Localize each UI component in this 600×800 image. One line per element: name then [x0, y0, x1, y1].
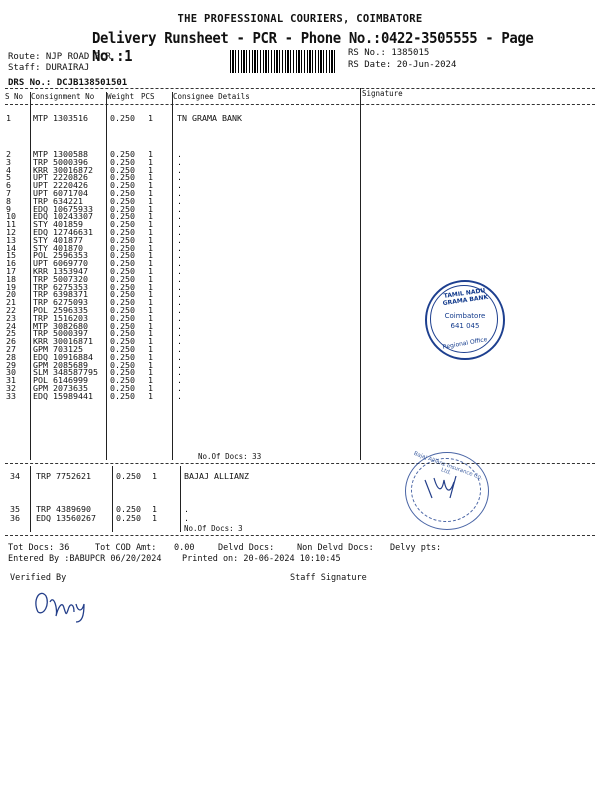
cell-consignee: .: [177, 180, 182, 191]
cell-weight: 0.250: [110, 242, 135, 253]
cell-weight: 0.250: [110, 149, 135, 159]
route-label: Route: NJP ROAD PCR: [8, 52, 111, 62]
col-weight: Weight: [107, 92, 135, 101]
cell-consignee: .: [177, 188, 182, 198]
cell-pcs: 1: [148, 289, 153, 300]
group2-divider: [5, 535, 595, 536]
table-row: [0, 228, 600, 236]
cell-weight: 0.250: [110, 390, 135, 401]
cell-weight: 0.250: [110, 113, 135, 123]
table-row: [0, 166, 600, 174]
cell-sno: 11: [6, 219, 16, 230]
cell-consignment: TRP 6398371: [33, 289, 88, 300]
header-divider-top: [5, 88, 595, 89]
table-row: [0, 283, 600, 291]
cell-consignee: .: [177, 227, 182, 237]
table-row: [0, 236, 600, 244]
cell-consignment: UPT 6069770: [33, 258, 88, 269]
cell-weight: 0.250: [110, 320, 135, 331]
cell-sno: 4: [6, 164, 11, 175]
cell-pcs: 1: [148, 328, 153, 339]
cell-consignment: POL 6146999: [33, 375, 88, 386]
cell-weight: 0.250: [110, 328, 135, 339]
col-consignee: Consignee Details: [173, 92, 250, 101]
bank-stamp: [425, 280, 505, 360]
cell-weight: 0.250: [110, 312, 135, 323]
cell-sno: 34: [10, 471, 20, 481]
cell-consignment: STY 401859: [33, 219, 83, 230]
cell-pcs: 1: [148, 320, 153, 331]
cell-pcs: 1: [148, 344, 153, 354]
cell-sno: 13: [6, 234, 16, 245]
cell-consignment: UPT 6071704: [33, 188, 88, 198]
table-row: [0, 173, 600, 181]
cell-sno: 17: [6, 266, 16, 276]
consignee-name: BAJAJ ALLIANZ: [184, 471, 249, 481]
cell-consignee: .: [177, 375, 182, 386]
cell-consignment: EDQ 12746631: [33, 227, 93, 237]
barcode: [230, 50, 337, 73]
cell-sno: 2: [6, 149, 11, 159]
printed-on: Printed on: 20-06-2024 10:10:45: [182, 554, 341, 564]
cell-pcs: 1: [148, 227, 153, 237]
non-delvd-docs: Non Delvd Docs:: [297, 543, 374, 553]
cell-pcs: 1: [152, 471, 157, 481]
cell-consignment: POL 2596353: [33, 250, 88, 261]
cell-consignment: KRR 30016872: [33, 164, 93, 175]
cell-sno: 36: [10, 512, 20, 523]
cell-sno: 21: [6, 297, 16, 308]
cell-pcs: 1: [148, 375, 153, 386]
cell-pcs: 1: [148, 390, 153, 401]
consignee-signature: [420, 470, 470, 500]
cell-consignment: POL 2596335: [33, 305, 88, 315]
group1-doc-count: No.Of Docs: 33: [198, 452, 262, 461]
cell-sno: 29: [6, 359, 16, 370]
staff-signature: Staff Signature: [290, 573, 367, 583]
cell-pcs: 1: [148, 359, 153, 370]
cell-weight: 0.250: [110, 180, 135, 191]
header-divider-bottom: [5, 104, 595, 105]
cell-consignee: .: [177, 281, 182, 292]
cell-pcs: 1: [148, 266, 153, 276]
stamp-city: Coimbatore: [444, 312, 486, 320]
cell-pcs: 1: [148, 367, 153, 378]
cell-consignee: .: [177, 273, 182, 284]
cell-consignment: GPM 2085689: [33, 359, 88, 370]
table-row: [0, 322, 600, 330]
cell-weight: 0.250: [110, 336, 135, 347]
cell-consignment: TRP 6275353: [33, 281, 88, 292]
table-row: [0, 290, 600, 298]
cell-consignee: .: [184, 512, 189, 523]
cell-sno: 12: [6, 227, 16, 237]
cell-pcs: 1: [148, 297, 153, 308]
cell-weight: 0.250: [110, 289, 135, 300]
cell-consignee: .: [177, 289, 182, 300]
cell-sno: 23: [6, 312, 16, 323]
cell-sno: 30: [6, 367, 16, 378]
cell-consignee: .: [177, 164, 182, 175]
cell-sno: 19: [6, 281, 16, 292]
cell-weight: 0.250: [110, 219, 135, 230]
cell-pcs: 1: [152, 512, 157, 523]
cell-consignment: TRP 5000396: [33, 156, 88, 167]
cell-consignment: GPM 703125: [33, 344, 83, 354]
cell-weight: 0.250: [110, 227, 135, 237]
cell-sno: 25: [6, 328, 16, 339]
cell-weight: 0.250: [110, 250, 135, 261]
cell-sno: 32: [6, 383, 16, 393]
cell-consignee: .: [177, 219, 182, 230]
cell-consignee: .: [177, 203, 182, 214]
cell-sno: 26: [6, 336, 16, 347]
company-title: THE PROFESSIONAL COURIERS, COIMBATORE: [177, 13, 423, 25]
cell-weight: 0.250: [110, 258, 135, 269]
cell-consignment: STY 401877: [33, 234, 83, 245]
table-row: [0, 298, 600, 306]
cell-pcs: 1: [148, 180, 153, 191]
cell-consignee: .: [177, 211, 182, 222]
cell-weight: 0.250: [110, 234, 135, 245]
table-row: [0, 314, 600, 322]
cell-consignee: .: [177, 156, 182, 167]
cell-weight: 0.250: [110, 211, 135, 222]
table-row: [0, 337, 600, 345]
cell-consignee: .: [177, 266, 182, 276]
delvy-pts: Delvy pts:: [390, 543, 442, 553]
cell-weight: 0.250: [116, 512, 141, 523]
cell-weight: 0.250: [110, 383, 135, 393]
rs-number: RS No.: 1385015: [348, 48, 430, 58]
cell-consignee: .: [177, 312, 182, 323]
cell-weight: 0.250: [110, 164, 135, 175]
cell-pcs: 1: [148, 351, 153, 362]
cell-consignee: .: [177, 250, 182, 261]
table-row: [0, 368, 600, 376]
runsheet-subtitle: Delivery Runsheet - PCR - Phone No.:0422-3505555 - Page No.:1: [92, 29, 534, 65]
table-row: [0, 259, 600, 267]
consignee-name: TN GRAMA BANK: [177, 113, 242, 123]
table-row: [0, 275, 600, 283]
cell-sno: 6: [6, 180, 11, 191]
cell-sno: 33: [6, 390, 16, 401]
cell-pcs: 1: [148, 188, 153, 198]
cell-consignment: GPM 2073635: [33, 383, 88, 393]
cell-sno: 7: [6, 188, 11, 198]
cell-weight: 0.250: [110, 188, 135, 198]
cell-pcs: 1: [152, 504, 157, 514]
table-row: [0, 267, 600, 275]
cell-pcs: 1: [148, 234, 153, 245]
cell-consignee: .: [177, 351, 182, 362]
table-row: [0, 514, 600, 523]
cell-pcs: 1: [148, 281, 153, 292]
cell-consignment: STY 401870: [33, 242, 83, 253]
cell-consignment: EDQ 13560267: [36, 512, 96, 523]
tot-cod-amount: 0.00: [174, 543, 195, 553]
cell-pcs: 1: [148, 250, 153, 261]
staff-label: Staff: DURAIRAJ: [8, 63, 90, 73]
cell-consignment: TRP 5007320: [33, 273, 88, 284]
cell-sno: 22: [6, 305, 16, 315]
cell-pcs: 1: [148, 164, 153, 175]
cell-sno: 35: [10, 504, 20, 514]
cell-consignment: TRP 1516203: [33, 312, 88, 323]
entered-by: Entered By :BABUPCR 06/20/2024: [8, 554, 162, 564]
group1-divider: [5, 463, 595, 464]
cell-pcs: 1: [148, 195, 153, 206]
cell-weight: 0.250: [110, 281, 135, 292]
cell-consignee: .: [177, 367, 182, 378]
cell-sno: 15: [6, 250, 16, 261]
cell-pcs: 1: [148, 172, 153, 183]
cell-consignment: KRR 1353947: [33, 266, 88, 276]
group2-doc-count: No.Of Docs: 3: [184, 524, 243, 533]
cell-consignment: UPT 2220426: [33, 180, 88, 191]
cell-consignee: .: [177, 328, 182, 339]
cell-weight: 0.250: [110, 297, 135, 308]
cell-sno: 28: [6, 351, 16, 362]
stamp2-text: Bajaj Allianz Insurance Co. Ltd.: [412, 450, 484, 482]
cell-sno: 3: [6, 156, 11, 167]
table-row: [0, 189, 600, 197]
table-row: [0, 392, 600, 400]
cell-weight: 0.250: [110, 344, 135, 354]
cell-weight: 0.250: [110, 273, 135, 284]
cell-weight: 0.250: [110, 359, 135, 370]
stamp-top-text: TAMIL NADU GRAMA BANK: [442, 287, 489, 308]
cell-pcs: 1: [148, 242, 153, 253]
cell-consignee: .: [177, 242, 182, 253]
cell-consignment: TRP 7752621: [36, 471, 91, 481]
cell-sno: 18: [6, 273, 16, 284]
cell-consignment: EDQ 10243307: [33, 211, 93, 222]
table-row: [0, 181, 600, 189]
cell-consignee: .: [177, 234, 182, 245]
cell-sno: 16: [6, 258, 16, 269]
cell-consignment: EDQ 10675933: [33, 203, 93, 214]
cell-consignee: .: [177, 258, 182, 269]
cell-pcs: 1: [148, 258, 153, 269]
cell-consignee: .: [177, 336, 182, 347]
stamp-pin: 641 045: [450, 322, 480, 330]
cell-pcs: 1: [148, 336, 153, 347]
col-pcs: PCS: [141, 92, 155, 101]
col-sno: S No: [5, 92, 24, 101]
cell-sno: 14: [6, 242, 16, 253]
cell-consignment: TRP 4389690: [36, 504, 91, 514]
cell-weight: 0.250: [110, 172, 135, 183]
cell-weight: 0.250: [110, 203, 135, 214]
cell-weight: 0.250: [110, 266, 135, 276]
cell-consignee: .: [177, 195, 182, 206]
cell-consignee: .: [177, 344, 182, 354]
stamp-bottom-text: Regional Office: [442, 336, 488, 351]
drs-number: DRS No.: DCJB138501501: [8, 78, 128, 88]
delvd-docs: Delvd Docs:: [218, 543, 275, 553]
cell-consignment: MTP 1300588: [33, 149, 88, 159]
cell-weight: 0.250: [110, 156, 135, 167]
cell-sno: 27: [6, 344, 16, 354]
table-row: [0, 472, 600, 481]
cell-sno: 10: [6, 211, 16, 222]
cell-consignment: SLM 348587795: [33, 367, 98, 378]
cell-pcs: 1: [148, 312, 153, 323]
table-header: [0, 89, 600, 102]
rs-date: RS Date: 20-Jun-2024: [348, 60, 457, 70]
cell-sno: 31: [6, 375, 16, 386]
cell-weight: 0.250: [110, 305, 135, 315]
table-row: [0, 353, 600, 361]
cell-pcs: 1: [148, 156, 153, 167]
cell-consignee: .: [184, 504, 189, 514]
cell-consignment: TRP 6275093: [33, 297, 88, 308]
cell-pcs: 1: [148, 113, 153, 123]
cell-consignee: .: [177, 359, 182, 370]
cell-sno: 8: [6, 195, 11, 206]
cell-sno: 9: [6, 203, 11, 214]
cell-consignee: .: [177, 297, 182, 308]
cell-pcs: 1: [148, 305, 153, 315]
tot-cod-label: Tot COD Amt:: [95, 543, 157, 553]
cell-consignee: .: [177, 383, 182, 393]
cell-pcs: 1: [148, 219, 153, 230]
table-row: [0, 114, 600, 122]
cell-pcs: 1: [148, 211, 153, 222]
cell-sno: 20: [6, 289, 16, 300]
cell-consignment: UPT 2220826: [33, 172, 88, 183]
cell-consignment: TRP 5000397: [33, 328, 88, 339]
table-row: [0, 251, 600, 259]
col-consignment: Consignment No: [31, 92, 95, 101]
cell-consignment: MTP 1303516: [33, 113, 88, 123]
cell-weight: 0.250: [110, 367, 135, 378]
verified-signature: [28, 582, 98, 624]
cell-sno: 5: [6, 172, 11, 183]
cell-pcs: 1: [148, 149, 153, 159]
cell-consignee: .: [177, 149, 182, 159]
cell-weight: 0.250: [110, 195, 135, 206]
cell-consignment: EDQ 15989441: [33, 390, 93, 401]
cell-sno: 24: [6, 320, 16, 331]
cell-consignment: EDQ 10916884: [33, 351, 93, 362]
cell-consignment: MTP 3082680: [33, 320, 88, 331]
cell-pcs: 1: [148, 203, 153, 214]
cell-pcs: 1: [148, 383, 153, 393]
col-signature: Signature: [362, 89, 403, 98]
table-row: [0, 376, 600, 384]
cell-consignment: TRP 634221: [33, 195, 83, 206]
cell-weight: 0.250: [110, 375, 135, 386]
cell-consignee: .: [177, 390, 182, 401]
table-row: [0, 150, 600, 158]
cell-weight: 0.250: [116, 504, 141, 514]
cell-weight: 0.250: [110, 351, 135, 362]
cell-consignee: .: [177, 172, 182, 183]
table-row: [0, 244, 600, 252]
cell-pcs: 1: [148, 273, 153, 284]
cell-consignee: .: [177, 320, 182, 331]
table-row: [0, 306, 600, 314]
table-row: [0, 212, 600, 220]
cell-sno: 1: [6, 113, 11, 123]
tot-docs: Tot Docs: 36: [8, 543, 70, 553]
cell-weight: 0.250: [116, 471, 141, 481]
cell-consignment: KRR 30016871: [33, 336, 93, 347]
cell-consignee: .: [177, 305, 182, 315]
verified-by: Verified By: [10, 573, 67, 583]
